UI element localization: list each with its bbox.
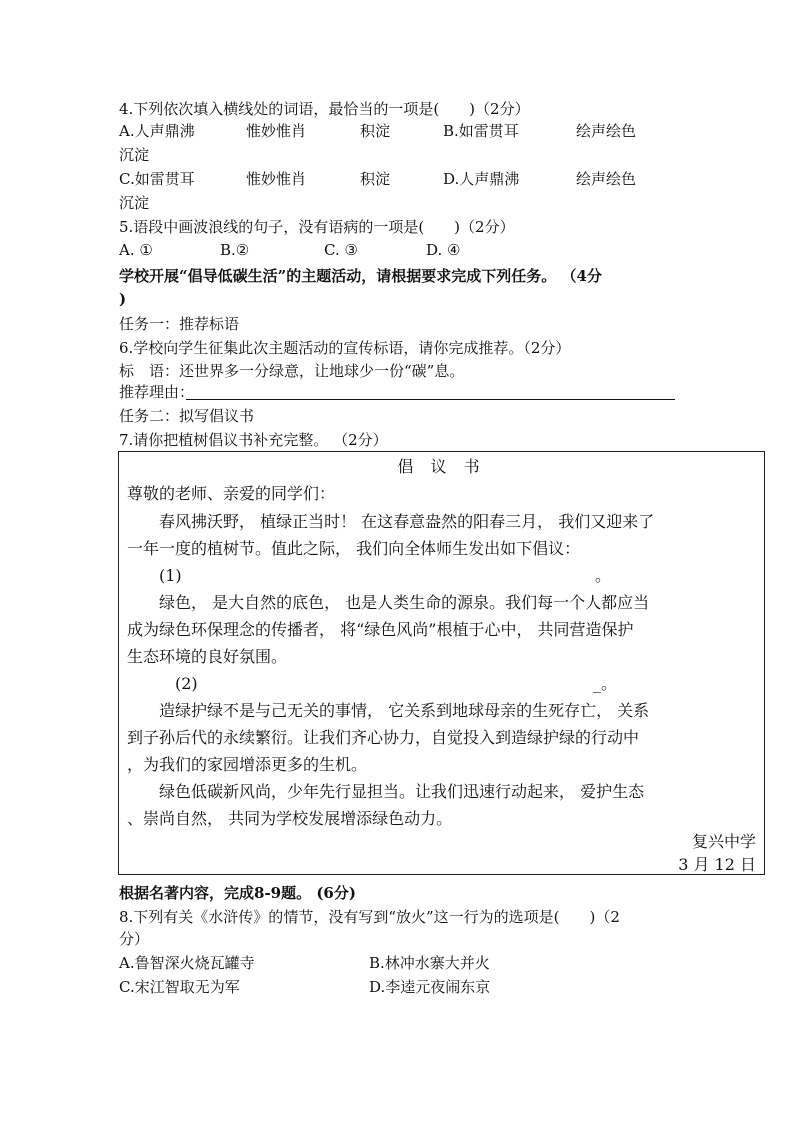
- activity-heading: 学校开展“倡导低碳生活”的主题活动，请根据要求完成下列任务。 （4分: [119, 267, 602, 285]
- proposal-paragraph-2: 绿色， 是大自然的底色， 也是人类生命的源泉。我们每一个人都应当: [159, 593, 650, 612]
- q8-option-b: B.林冲水寨大并火: [369, 954, 490, 972]
- task1-label: 任务一：推荐标语: [119, 315, 240, 333]
- q4-option-d-wrap: 沉淀: [119, 194, 150, 212]
- proposal-blank-2-end: _。: [593, 674, 618, 693]
- proposal-title: 倡 议 书: [397, 457, 486, 476]
- q5-option-d: D. ④: [426, 241, 461, 259]
- q5-stem: [119, 217, 515, 237]
- q8-option-a: A.鲁智深火烧瓦罐寺: [119, 954, 255, 972]
- q4-option-d: D.人声鼎沸: [443, 170, 520, 188]
- q8-option-c: C.宋江智取无为军: [119, 978, 240, 996]
- proposal-paragraph-1-cont: 一年一度的植树节。值此之际， 我们向全体师生发出如下倡议：: [127, 539, 581, 558]
- q4-option-a-word3: 积淀: [360, 122, 391, 140]
- proposal-paragraph-4: 绿色低碳新风尚，少年先行显担当。让我们迅速行动起来， 爱护生态: [159, 782, 645, 801]
- slogan-text: 标 语：还世界多一分绿意，让地球少一份“碳”息。: [119, 362, 465, 380]
- proposal-paragraph-4-cont: 、崇尚自然， 共同为学校发展增添绿色动力。: [127, 809, 453, 828]
- proposal-blank-1-label: (1): [159, 566, 182, 585]
- q8-stem: [119, 907, 620, 927]
- proposal-paragraph-2-cont: 成为绿色环保理念的传播者， 将“绿色风尚”根植于心中， 共同营造保护: [127, 620, 634, 639]
- q5-stem-text: 5.语段中画波浪线的句子，没有语病的一项是(: [119, 218, 425, 236]
- proposal-paragraph-3: 造绿护绿不是与己无关的事情， 它关系到地球母亲的生死存亡， 关系: [159, 701, 650, 720]
- q5-points: )（2分）: [454, 218, 515, 236]
- q4-option-a-word2: 惟妙惟肖: [246, 122, 307, 140]
- proposal-box: [118, 451, 765, 875]
- proposal-paragraph-2-end: 生态环境的良好氛围。: [127, 647, 288, 666]
- q8-options-cd: [119, 977, 539, 997]
- q5-option-c: C. ③: [324, 241, 358, 259]
- classics-heading: 根据名著内容，完成8-9题。 (6分): [119, 884, 356, 902]
- q8-points: )（2: [589, 908, 620, 926]
- q4-option-c-word2: 惟妙惟肖: [246, 170, 307, 188]
- q4-options-cd: [119, 169, 679, 189]
- reason-answer-line: [186, 399, 675, 400]
- q5-option-b: B.②: [220, 241, 250, 259]
- activity-heading-wrap: ): [119, 290, 127, 308]
- proposal-signature: 复兴中学: [691, 832, 756, 851]
- proposal-paragraph-1: 春风拂沃野， 植绿正当时！ 在这春意盎然的阳春三月， 我们又迎来了: [159, 512, 655, 531]
- task2-label: 任务二：拟写倡议书: [119, 407, 255, 425]
- q4-option-c-word3: 积淀: [360, 170, 391, 188]
- q4-option-d-word2: 绘声绘色: [576, 170, 637, 188]
- q8-points-wrap: 分）: [119, 930, 150, 948]
- q7-stem: 7.请你把植树倡议书补充完整。 （2分）: [119, 431, 388, 449]
- q4-option-a: A.人声鼎沸: [119, 122, 195, 140]
- q5-options: [119, 240, 539, 260]
- q6-stem: 6.学校向学生征集此次主题活动的宣传标语，请你完成推荐。（2分）: [119, 339, 571, 357]
- proposal-blank-2-label: (2): [175, 674, 198, 693]
- q4-stem: [119, 99, 530, 119]
- q8-option-d: D.李逵元夜闹东京: [369, 978, 491, 996]
- q8-options-ab: [119, 953, 539, 973]
- q4-stem-text: 4.下列依次填入横线处的词语，最恰当的一项是(: [119, 100, 440, 118]
- q4-options-ab: [119, 121, 679, 141]
- proposal-date: 3 月 12 日: [678, 855, 756, 874]
- proposal-greeting: 尊敬的老师、亲爱的同学们：: [127, 484, 336, 503]
- q4-option-b-word2: 绘声绘色: [576, 122, 637, 140]
- proposal-blank-1-end: 。: [595, 566, 612, 585]
- q4-option-c: C.如雷贯耳: [119, 170, 195, 188]
- q4-option-b-wrap: 沉淀: [119, 146, 150, 164]
- proposal-paragraph-3-cont: 到子孙后代的永续繁衍。让我们齐心协力，自觉投入到造绿护绿的行动中: [127, 728, 640, 747]
- proposal-paragraph-3-end: ，为我们的家园增添更多的生机。: [127, 755, 368, 774]
- q5-option-a: A. ①: [119, 241, 153, 259]
- q4-option-b: B.如雷贯耳: [443, 122, 519, 140]
- reason-label: 推荐理由：: [119, 383, 195, 401]
- q8-stem-text: 8.下列有关《水浒传》的情节，没有写到“放火”这一行为的选项是(: [119, 908, 560, 926]
- q4-points: )（2分）: [469, 100, 530, 118]
